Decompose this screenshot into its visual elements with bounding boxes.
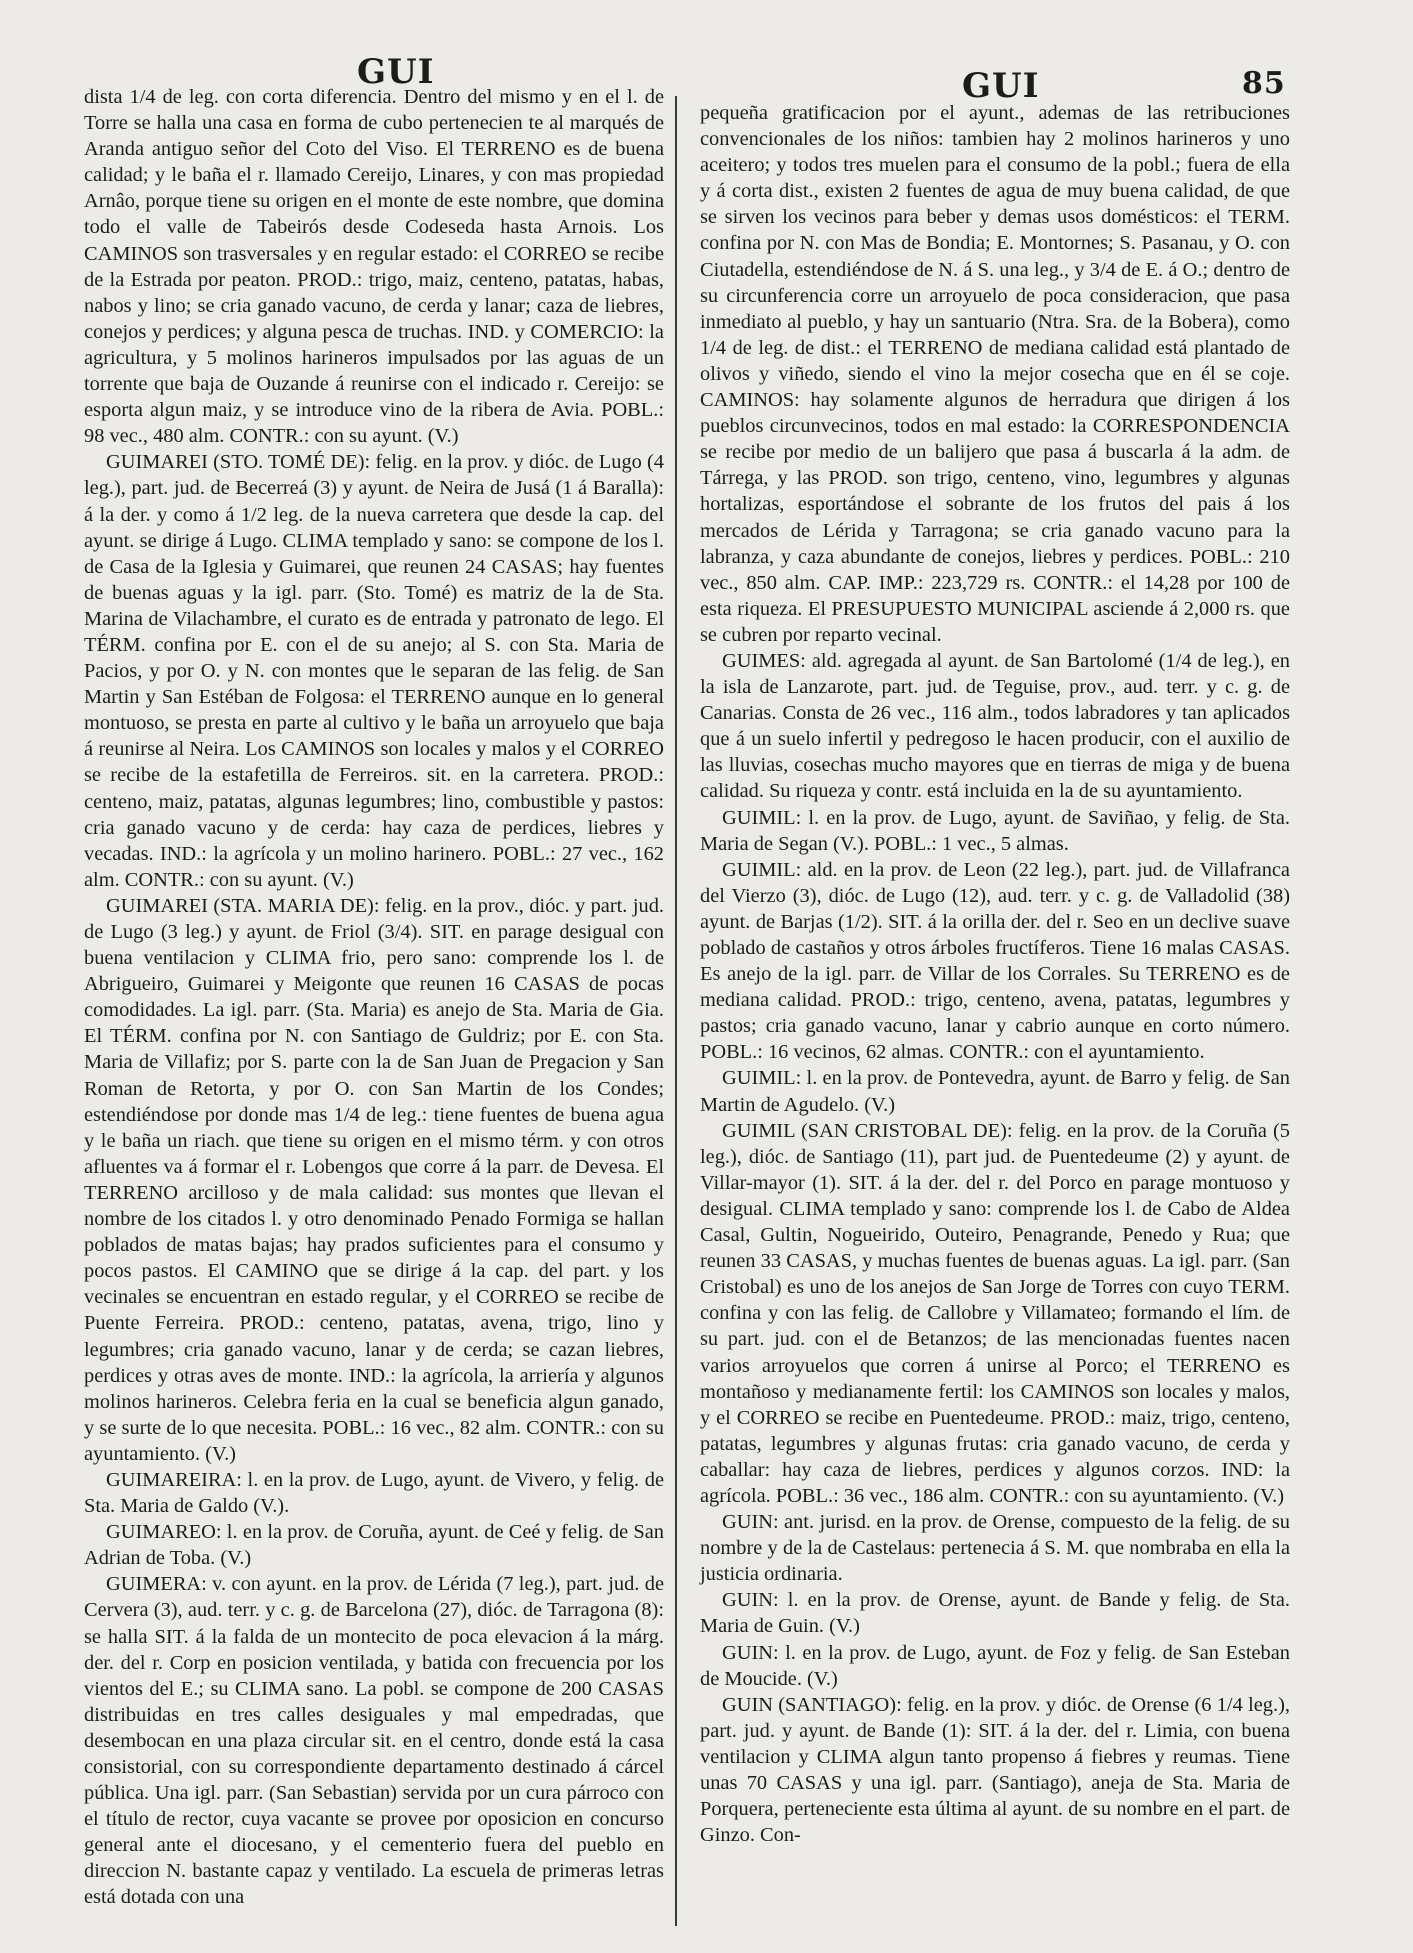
entry: GUIMIL: l. en la prov. de Lugo, ayunt. de Saviñao, y felig. de Sta. Maria de Segan (V.). POBL.: 1 vec., 5 almas. bbox=[700, 806, 1290, 855]
page-number: 85 bbox=[1242, 66, 1286, 101]
left-running-head: GUI bbox=[357, 52, 435, 92]
entry: GUIN: l. en la prov. de Lugo, ayunt. de Foz y felig. de San Esteban de Moucide. (V.) bbox=[700, 1641, 1290, 1690]
entry: GUIMAREO: l. en la prov. de Coruña, ayunt. de Ceé y felig. de San Adrian de Toba. (V.) bbox=[84, 1521, 664, 1570]
entry: GUIMES: ald. agregada al ayunt. de San Bartolomé (1/4 de leg.), en la isla de Lanzarote, part. jud. de Teguise, prov., aud. terr. y c. g. de Canarias. Consta de 26 vec., 116 alm., todos labradores y tan aplicados que á un suelo infertil y pedregoso le hacen producir, con el auxilio de las lluvias, cosechas mucho mayores que en tierras de miga y de buena calidad. Su riqueza y contr. está incluida en la de su ayuntamiento. bbox=[700, 649, 1290, 803]
entry: pequeña gratificacion por el ayunt., ademas de las retribuciones convencionales de los niños: tambien hay 2 molinos harineros y uno aceitero; y todos tres muelen para el consumo de la pobl.; fuera de ella y á corta dist., existen 2 fuentes de agua de muy buena calidad, de que se sirven los vecinos para beber y demas usos domésticos: el TERM. confina por N. con Mas de Bondia; E. Montornes; S. Pasanau, y O. con Ciutadella, estendiéndose de N. á S. una leg., y 3/4 de E. á O.; dentro de su circunferencia corre un arroyuelo de poca consideracion, que pasa inmediato al pueblo, y hay un santuario (Ntra. Sra. de la Bobera), como 1/4 de leg. de dist.: el TERRENO de mediana calidad está plantado de olivos y viñedo, siendo el vino la mejor cosecha que en él se coje. CAMINOS: hay solamente algunos de herradura que dirigen á los pueblos circunvecinos, todos en mal estado: la CORRESPONDENCIA se recibe por medio de un balijero que pasa á buscarla á la adm. de Tárrega, y las PROD. son trigo, centeno, vino, legumbres y algunas hortalizas, esportándose el sobrante de los frutos del pais á los mercados de Lérida y Tarragona; se cria ganado vacuno para la labranza, y caza abundante de conejos, liebres y perdices. POBL.: 210 vec., 850 alm. CAP. IMP.: 223,729 rs. CONTR.: el 14,28 por 100 de esta riqueza. El PRESUPUESTO MUNICIPAL asciende á 2,000 rs. que se cubren por reparto vecinal. bbox=[700, 102, 1290, 646]
column-divider bbox=[675, 96, 677, 1926]
entry: GUIMAREI (STA. MARIA DE): felig. en la prov., dióc. y part. jud. de Lugo (3 leg.) y ayunt. de Friol (3/4). SIT. en parage desigual con buena ventilacion y CLIMA frio, pero sano: comprende los l. de Abrigueiro, Guimarei y Meigonte que reunen 16 CASAS de pocas comodidades. La igl. parr. (Sta. Maria) es anejo de Sta. Maria de Gia. El TÉRM. confina por N. con Santiago de Guldriz; por E. con Sta. Maria de Villafiz; por S. parte con la de San Juan de Pregacion y San Roman de Retorta, y por O. con San Martin de los Condes; estendiéndose por donde mas 1/4 de leg.: tiene fuentes de buena agua y le baña un riach. que tiene su origen en el mismo térm. y con otros afluentes va á formar el r. Lobengos que corre á la parr. de Devesa. El TERRENO arcilloso y de mala calidad: sus montes que llevan el nombre de los citados l. y otro denominado Penado Formiga se hallan poblados de matas bajas; hay prados suficientes para el consumo y pocos pastos. El CAMINO que se dirige á la cap. del part. y los vecinales se encuentran en estado regular, y el CORREO se recibe de Puente Ferreira. PROD.: centeno, patatas, avena, trigo, lino y legumbres; cria ganado vacuno, lanar y de cerda; se cazan liebres, perdices y otras aves de monte. IND.: la agrícola, la arriería y algunos molinos harineros. Celebra feria en la cual se beneficia algun ganado, y se surte de lo que necesita. POBL.: 16 vec., 82 alm. CONTR.: con su ayuntamiento. (V.) bbox=[84, 894, 664, 1465]
entry: GUIMAREIRA: l. en la prov. de Lugo, ayunt. de Vivero, y felig. de Sta. Maria de Galdo (V.). bbox=[84, 1468, 664, 1518]
entry: GUIN: l. en la prov. de Orense, ayunt. de Bande y felig. de Sta. Maria de Guin. (V.) bbox=[700, 1589, 1290, 1638]
entry: GUIMIL: l. en la prov. de Pontevedra, ayunt. de Barro y felig. de San Martin de Agudelo. (V.) bbox=[700, 1067, 1290, 1116]
entry: GUIMIL (SAN CRISTOBAL DE): felig. en la prov. de la Coruña (5 leg.), dióc. de Santiago (11), part jud. de Puentedeume (2) y ayunt. de Villar-mayor (1). SIT. á la der. del r. del Porco en parage montuoso y desigual. CLIMA templado y sano: comprende los l. de Cabo de Aldea Casal, Gultin, Nogueirido, Outeiro, Penagrande, Penedo y Rua; que reunen 33 CASAS, y muchas fuentes de buenas aguas. La igl. parr. (San Cristobal) es uno de los anejos de San Jorge de Torres con cuyo TERM. confina y con las felig. de Callobre y Villamateo; formando el lím. de su part. jud. con el de Betanzos; de las mencionadas fuentes nacen varios arroyuelos que corren á unirse al Porco; el TERRENO es montañoso y medianamente fertil: los CAMINOS son locales y malos, y el CORREO se recibe en Puentedeume. PROD.: maiz, trigo, centeno, patatas, legumbres y algunas frutas: cria ganado vacuno, de cerda y caballar: hay caza de liebres, perdices y algunos corzos. IND: la agrícola. POBL.: 36 vec., 186 alm. CONTR.: con su ayuntamiento. (V.) bbox=[700, 1119, 1290, 1507]
entry: GUIMIL: ald. en la prov. de Leon (22 leg.), part. jud. de Villafranca del Vierzo (3), dióc. de Lugo (12), aud. terr. y c. g. de Valladolid (38) ayunt. de Barjas (1/2). SIT. á la orilla der. del r. Seo en un declive suave poblado de castaños y otros árboles fructíferos. Tiene 16 malas CASAS. Es anejo de la igl. parr. de Villar de los Corrales. Su TERRENO es de mediana calidad. PROD.: trigo, centeno, avena, patatas, legumbres y pastos; cria ganado vacuno, lanar y cabrio aunque en corto número. POBL.: 16 vecinos, 62 almas. CONTR.: con el ayuntamiento. bbox=[700, 858, 1290, 1064]
entry: GUIN: ant. jurisd. en la prov. de Orense, compuesto de la felig. de su nombre y de la de Castelaus: pertenecia á S. M. que nombraba en ella la justicia ordinaria. bbox=[700, 1511, 1290, 1586]
right-column bbox=[700, 100, 1290, 1848]
entry: GUIMERA: v. con ayunt. en la prov. de Lérida (7 leg.), part. jud. de Cervera (3), aud. terr. y c. g. de Barcelona (27), dióc. de Tarragona (8): se halla SIT. á la falda de un montecito de poca elevacion á la márg. der. del r. Corp en posicion ventilada, y batida con frecuencia por los vientos del E.; su CLIMA sano. La pobl. se compone de 200 CASAS distribuidas en tres calles desiguales y mal empedradas, que desembocan en una plaza circular sit. en el centro, donde está la casa consistorial, con su correspondiente departamento destinado á cárcel pública. Una igl. parr. (San Sebastian) servida por un cura párroco con el título de rector, cuya vacante se provee por oposicion en concurso general ante el diocesano, y el cementerio fuera del pueblo en direccion N. bastante capaz y ventilado. La escuela de primeras letras está dotada con una bbox=[84, 1573, 664, 1909]
left-column bbox=[84, 84, 664, 1911]
entry: dista 1/4 de leg. con corta diferencia. Dentro del mismo y en el l. de Torre se halla una casa en forma de cubo pertenecien te al marqués de Aranda antiguo señor del Coto del Viso. El TERRENO es de buena calidad; y le baña el r. llamado Cereijo, Linares, y con mas propiedad Arnâo, porque tiene su origen en el monte de este nombre, que domina todo el valle de Tabeirós desde Codeseda hasta Arnois. Los CAMINOS son trasversales y en regular estado: el CORREO se recibe de la Estrada por peaton. PROD.: trigo, maiz, centeno, patatas, habas, nabos y lino; se cria ganado vacuno, de cerda y lanar; caza de liebres, conejos y perdices; y alguna pesca de truchas. IND. y COMERCIO: la agricultura, y 5 molinos harineros impulsados por las aguas de un torrente que baja de Ouzande á reunirse con el indicado r. Cereijo: se esporta algun maiz, y se introduce vino de la ribera de Avia. POBL.: 98 vec., 480 alm. CONTR.: con su ayunt. (V.) bbox=[84, 86, 664, 448]
entry: GUIN (SANTIAGO): felig. en la prov. y dióc. de Orense (6 1/4 leg.), part. jud. y ayunt. de Bande (1): SIT. á la der. del r. Limia, con buena ventilacion y CLIMA algun tanto propenso á fiebres y reumas. Tiene unas 70 CASAS y una igl. parr. (Santiago), aneja de Sta. Maria de Porquera, perteneciente esta última al ayunt. de su nombre en el part. de Ginzo. Con- bbox=[700, 1693, 1290, 1847]
entry: GUIMAREI (STO. TOMÉ DE): felig. en la prov. y dióc. de Lugo (4 leg.), part. jud. de Becerreá (3) y ayunt. de Neira de Jusá (1 á Baralla): á la der. y como á 1/2 leg. de la nueva carretera que desde la cap. del ayunt. se dirige á Lugo. CLIMA templado y sano: se compone de los l. de Casa de la Iglesia y Guimarei, que reunen 24 CASAS; hay fuentes de buenas aguas y la igl. parr. (Sto. Tomé) es matriz de la de Sta. Marina de Vilachambre, el curato es de entrada y patronato de lego. El TÉRM. confina por E. con el de su anejo; al S. con Sta. Maria de Pacios, y por O. y N. con montes que le separan de las felig. de San Martin y San Estéban de Folgosa: el TERRENO aunque en lo general montuoso, se presta en parte al cultivo y le baña un arroyuelo que baja á reunirse al Neira. Los CAMINOS son locales y malos y el CORREO se recibe de la estafetilla de Ferreiros. sit. en la carretera. PROD.: centeno, maiz, patatas, algunas legumbres; lino, combustible y pastos: cria ganado vacuno y de cerda: hay caza de perdices, liebres y vecadas. IND.: la agrícola y un molino harinero. POBL.: 27 vec., 162 alm. CONTR.: con su ayunt. (V.) bbox=[84, 451, 664, 891]
right-running-head: GUI bbox=[962, 66, 1040, 106]
